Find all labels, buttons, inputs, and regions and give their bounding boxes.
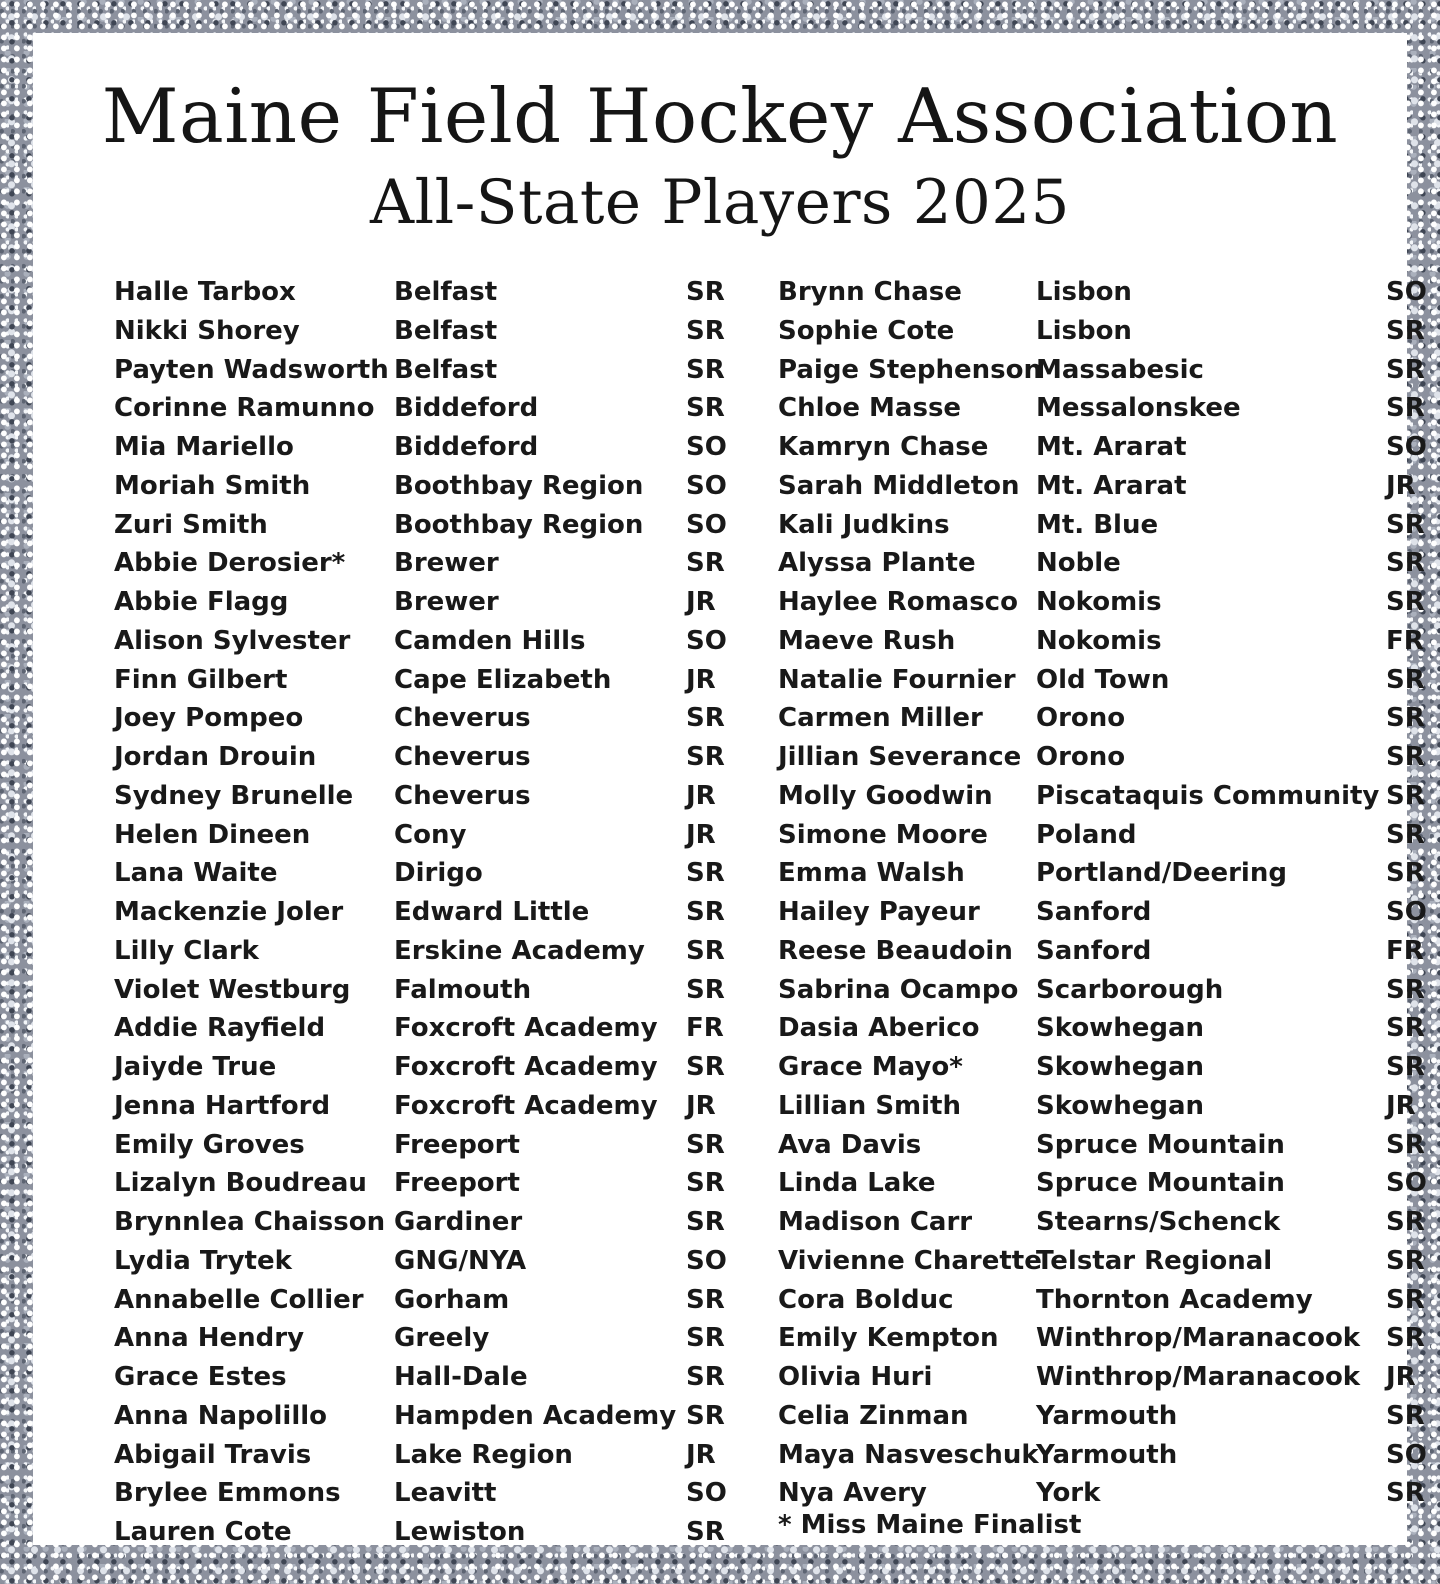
player-class: SR [1386, 509, 1425, 540]
player-class: SR [1386, 548, 1425, 579]
player-name: Maya Nasveschuk [778, 1439, 1039, 1470]
player-school: Brewer [394, 587, 499, 617]
player-name: Haylee Romasco [778, 587, 1018, 617]
player-class: SR [1386, 858, 1425, 889]
player-school: Hampden Academy [394, 1400, 677, 1431]
player-class: SR [686, 1284, 725, 1315]
player-school: Nokomis [1036, 587, 1162, 617]
player-row [114, 1513, 726, 1552]
player-name: Brynn Chase [778, 277, 962, 307]
player-class: SR [686, 1362, 725, 1392]
player-name: Halle Tarbox [114, 277, 296, 307]
player-name: Corinne Ramunno [114, 393, 375, 424]
player-class: SR [686, 1517, 725, 1547]
footnote: * Miss Maine Finalist [778, 1510, 1082, 1540]
player-class: SO [686, 432, 727, 462]
player-class: JR [686, 664, 716, 695]
player-row [114, 661, 726, 700]
player-row [778, 893, 1426, 932]
player-school: Cheverus [394, 742, 531, 772]
roster-panel [33, 33, 1427, 1547]
player-class: SR [686, 1400, 725, 1431]
player-class: JR [1386, 1090, 1416, 1121]
player-class: SO [1386, 432, 1427, 462]
player-name: Payten Wadsworth [114, 354, 389, 385]
player-row [114, 1009, 726, 1048]
player-school: Edward Little [394, 897, 590, 927]
player-row [114, 428, 726, 467]
player-name: Grace Mayo* [778, 1052, 963, 1082]
player-name: Lilly Clark [114, 935, 259, 966]
player-row [778, 467, 1426, 506]
player-school: Hall-Dale [394, 1362, 528, 1392]
player-class: SO [1386, 897, 1427, 927]
page-subtitle: All-State Players 2025 [370, 167, 1070, 238]
player-class: SR [686, 1323, 725, 1354]
player-name: Lizalyn Boudreau [114, 1168, 367, 1199]
player-name: Kamryn Chase [778, 432, 989, 462]
player-row [114, 351, 726, 390]
player-name: Reese Beaudoin [778, 935, 1013, 966]
player-class: SR [1386, 974, 1425, 1005]
player-class: SR [1386, 393, 1425, 424]
player-name: Emily Kempton [778, 1323, 999, 1354]
player-row [778, 1436, 1426, 1475]
player-row [114, 1203, 726, 1242]
player-row [778, 1319, 1426, 1358]
player-school: Nokomis [1036, 625, 1162, 656]
player-school: Sanford [1036, 935, 1152, 966]
player-name: Olivia Huri [778, 1362, 933, 1392]
player-class: SR [1386, 703, 1425, 734]
player-school: Lake Region [394, 1439, 573, 1470]
player-name: Zuri Smith [114, 509, 268, 540]
player-class: SR [1386, 1284, 1425, 1315]
player-school: Cheverus [394, 703, 531, 734]
player-class: SR [686, 277, 725, 307]
player-row [114, 506, 726, 545]
player-row [114, 932, 726, 971]
player-class: SR [1386, 1052, 1425, 1082]
player-row [114, 1474, 726, 1513]
player-school: York [1036, 1478, 1101, 1509]
player-class: JR [686, 819, 716, 850]
player-name: Mackenzie Joler [114, 897, 344, 927]
player-row [778, 544, 1426, 583]
player-name: Jaiyde True [114, 1052, 277, 1082]
player-row [778, 428, 1426, 467]
player-name: Lana Waite [114, 858, 278, 889]
player-school: Winthrop/Maranacook [1036, 1323, 1361, 1354]
player-row [778, 1242, 1426, 1281]
player-name: Hailey Payeur [778, 897, 980, 927]
player-class: SR [1386, 1323, 1425, 1354]
player-name: Lauren Cote [114, 1517, 292, 1547]
player-row [778, 1397, 1426, 1436]
player-class: JR [686, 780, 716, 811]
player-class: SR [1386, 742, 1425, 772]
player-row [114, 699, 726, 738]
player-class: SR [686, 742, 725, 772]
player-row [114, 1242, 726, 1281]
player-class: SR [686, 1129, 725, 1160]
player-school: Belfast [394, 315, 498, 346]
player-school: Lisbon [1036, 277, 1132, 307]
player-class: SR [686, 935, 725, 966]
player-class: SO [1386, 1168, 1427, 1199]
player-class: SR [1386, 780, 1425, 811]
player-class: FR [1386, 935, 1424, 966]
player-name: Brylee Emmons [114, 1478, 341, 1509]
player-row [114, 467, 726, 506]
player-row [778, 854, 1426, 893]
player-name: Grace Estes [114, 1362, 287, 1392]
player-class: SR [686, 548, 725, 579]
player-school: Biddeford [394, 393, 539, 424]
player-name: Celia Zinman [778, 1400, 969, 1431]
player-row [778, 777, 1426, 816]
player-school: Foxcroft Academy [394, 1013, 658, 1044]
player-row [114, 854, 726, 893]
player-row [114, 544, 726, 583]
player-name: Sabrina Ocampo [778, 974, 1019, 1005]
player-class: SO [686, 509, 727, 540]
player-class: SR [686, 1052, 725, 1082]
player-school: Foxcroft Academy [394, 1052, 658, 1082]
player-row [778, 583, 1426, 622]
player-class: SR [686, 1207, 725, 1237]
player-name: Lydia Trytek [114, 1245, 292, 1276]
player-class: SR [1386, 587, 1425, 617]
player-school: Orono [1036, 742, 1126, 772]
player-row [778, 312, 1426, 351]
player-school: Camden Hills [394, 625, 586, 656]
player-row [114, 1164, 726, 1203]
player-name: Nya Avery [778, 1478, 927, 1509]
player-name: Alison Sylvester [114, 625, 351, 656]
player-class: JR [1386, 470, 1416, 501]
player-school: Skowhegan [1036, 1052, 1205, 1082]
player-school: Spruce Mountain [1036, 1129, 1285, 1160]
player-name: Moriah Smith [114, 470, 311, 501]
player-row [114, 1126, 726, 1165]
player-name: Abbie Derosier* [114, 548, 346, 579]
player-school: Brewer [394, 548, 499, 579]
player-class: FR [686, 1013, 724, 1044]
player-class: SR [686, 858, 725, 889]
player-school: Winthrop/Maranacook [1036, 1362, 1361, 1392]
player-name: Paige Stephenson [778, 354, 1043, 385]
player-school: Piscataquis Community [1036, 780, 1380, 811]
player-school: Messalonskee [1036, 393, 1241, 424]
player-row [778, 389, 1426, 428]
player-name: Carmen Miller [778, 703, 983, 734]
player-row [114, 1087, 726, 1126]
player-row [778, 816, 1426, 855]
player-school: Boothbay Region [394, 470, 644, 501]
player-name: Emily Groves [114, 1129, 305, 1160]
player-school: GNG/NYA [394, 1245, 527, 1276]
player-school: Spruce Mountain [1036, 1168, 1285, 1199]
player-name: Violet Westburg [114, 974, 351, 1005]
player-row [114, 816, 726, 855]
player-class: SO [1386, 1439, 1427, 1470]
player-name: Helen Dineen [114, 819, 311, 850]
player-row [114, 622, 726, 661]
player-school: Portland/Deering [1036, 858, 1287, 889]
player-name: Jillian Severance [778, 742, 1022, 772]
player-row [778, 1203, 1426, 1242]
player-row [778, 699, 1426, 738]
player-name: Kali Judkins [778, 509, 950, 540]
player-row [114, 1048, 726, 1087]
player-class: JR [686, 587, 716, 617]
player-name: Nikki Shorey [114, 315, 300, 346]
player-row [114, 1397, 726, 1436]
player-class: FR [1386, 625, 1424, 656]
player-school: Leavitt [394, 1478, 497, 1509]
page-title: Maine Field Hockey Association [101, 72, 1339, 160]
player-school: Massabesic [1036, 354, 1204, 385]
player-name: Ava Davis [778, 1129, 922, 1160]
player-class: SR [686, 315, 725, 346]
player-school: Skowhegan [1036, 1090, 1205, 1121]
player-row [114, 389, 726, 428]
player-name: Madison Carr [778, 1207, 973, 1237]
player-class: SR [686, 974, 725, 1005]
player-class: SO [686, 1478, 727, 1509]
player-row [778, 1358, 1426, 1397]
player-class: SR [1386, 819, 1425, 850]
player-row [778, 1164, 1426, 1203]
player-name: Cora Bolduc [778, 1284, 954, 1315]
player-row [778, 1126, 1426, 1165]
player-class: SR [1386, 1129, 1425, 1160]
player-school: Freeport [394, 1129, 520, 1160]
player-name: Abigail Travis [114, 1439, 312, 1470]
player-class: SR [1386, 1478, 1425, 1509]
player-row [778, 738, 1426, 777]
player-school: Yarmouth [1036, 1400, 1178, 1431]
player-name: Dasia Aberico [778, 1013, 980, 1044]
player-row [114, 777, 726, 816]
player-name: Joey Pompeo [114, 703, 304, 734]
player-name: Mia Mariello [114, 432, 294, 462]
player-class: JR [686, 1090, 716, 1121]
player-school: Belfast [394, 277, 498, 307]
player-school: Yarmouth [1036, 1439, 1178, 1470]
player-row [778, 971, 1426, 1010]
player-class: SR [686, 703, 725, 734]
player-school: Foxcroft Academy [394, 1090, 658, 1121]
player-class: SO [686, 1245, 727, 1276]
player-school: Biddeford [394, 432, 539, 462]
player-row [778, 351, 1426, 390]
player-name: Sydney Brunelle [114, 780, 354, 811]
player-row [778, 1087, 1426, 1126]
player-school: Scarborough [1036, 974, 1224, 1005]
player-school: Sanford [1036, 897, 1152, 927]
player-name: Simone Moore [778, 819, 988, 850]
player-school: Boothbay Region [394, 509, 644, 540]
player-class: JR [1386, 1362, 1416, 1392]
player-class: SR [1386, 1245, 1425, 1276]
player-school: Gardiner [394, 1207, 523, 1237]
player-school: Thornton Academy [1036, 1284, 1313, 1315]
player-row [114, 1319, 726, 1358]
player-school: Mt. Ararat [1036, 432, 1187, 462]
player-row [778, 661, 1426, 700]
player-row [778, 506, 1426, 545]
player-name: Brynnlea Chaisson [114, 1207, 386, 1237]
player-row [778, 1009, 1426, 1048]
player-name: Anna Hendry [114, 1323, 305, 1354]
player-class: SO [1386, 277, 1427, 307]
player-row [114, 1358, 726, 1397]
player-name: Anna Napolillo [114, 1400, 328, 1431]
player-row [114, 738, 726, 777]
player-school: Cape Elizabeth [394, 664, 612, 695]
player-name: Molly Goodwin [778, 780, 993, 811]
player-school: Mt. Ararat [1036, 470, 1187, 501]
player-name: Chloe Masse [778, 393, 962, 424]
player-school: Lewiston [394, 1517, 526, 1547]
player-school: Noble [1036, 548, 1121, 579]
player-row [114, 312, 726, 351]
player-school: Greely [394, 1323, 490, 1354]
player-school: Cheverus [394, 780, 531, 811]
player-class: JR [686, 1439, 716, 1470]
roster-column-right [778, 273, 1426, 1513]
player-school: Erskine Academy [394, 935, 645, 966]
player-name: Lillian Smith [778, 1090, 961, 1121]
player-class: SR [1386, 1013, 1425, 1044]
player-class: SR [1386, 1207, 1425, 1237]
player-row [114, 1436, 726, 1475]
player-school: Falmouth [394, 974, 532, 1005]
player-row [778, 1281, 1426, 1320]
player-name: Jenna Hartford [114, 1090, 331, 1121]
player-school: Lisbon [1036, 315, 1132, 346]
player-name: Maeve Rush [778, 625, 956, 656]
player-name: Alyssa Plante [778, 548, 976, 579]
player-school: Belfast [394, 354, 498, 385]
player-class: SR [1386, 315, 1425, 346]
player-row [114, 893, 726, 932]
player-school: Poland [1036, 819, 1137, 850]
player-class: SR [1386, 664, 1425, 695]
player-row [778, 932, 1426, 971]
player-class: SO [686, 470, 727, 501]
player-school: Stearns/Schenck [1036, 1207, 1281, 1237]
player-row [114, 273, 726, 312]
player-class: SR [686, 393, 725, 424]
player-class: SR [686, 354, 725, 385]
player-class: SR [686, 1168, 725, 1199]
player-name: Emma Walsh [778, 858, 965, 889]
player-school: Telstar Regional [1036, 1245, 1273, 1276]
player-class: SR [686, 897, 725, 927]
player-name: Addie Rayfield [114, 1013, 326, 1044]
player-row [114, 971, 726, 1010]
player-school: Cony [394, 819, 467, 850]
player-name: Jordan Drouin [114, 742, 317, 772]
player-school: Skowhegan [1036, 1013, 1205, 1044]
player-row [114, 583, 726, 622]
player-name: Vivienne Charette [778, 1245, 1042, 1276]
player-school: Dirigo [394, 858, 483, 889]
player-name: Finn Gilbert [114, 664, 288, 695]
player-class: SR [1386, 1400, 1425, 1431]
player-row [778, 273, 1426, 312]
player-school: Gorham [394, 1284, 510, 1315]
player-school: Old Town [1036, 664, 1170, 695]
roster-column-left [114, 273, 726, 1552]
player-name: Abbie Flagg [114, 587, 289, 617]
player-name: Annabelle Collier [114, 1284, 364, 1315]
player-row [778, 1048, 1426, 1087]
player-school: Freeport [394, 1168, 520, 1199]
player-name: Sophie Cote [778, 315, 955, 346]
player-row [114, 1281, 726, 1320]
player-class: SO [686, 625, 727, 656]
player-name: Natalie Fournier [778, 664, 1016, 695]
player-class: SR [1386, 354, 1425, 385]
player-name: Linda Lake [778, 1168, 936, 1199]
player-name: Sarah Middleton [778, 470, 1020, 501]
player-school: Orono [1036, 703, 1126, 734]
player-school: Mt. Blue [1036, 509, 1159, 540]
player-row [778, 622, 1426, 661]
